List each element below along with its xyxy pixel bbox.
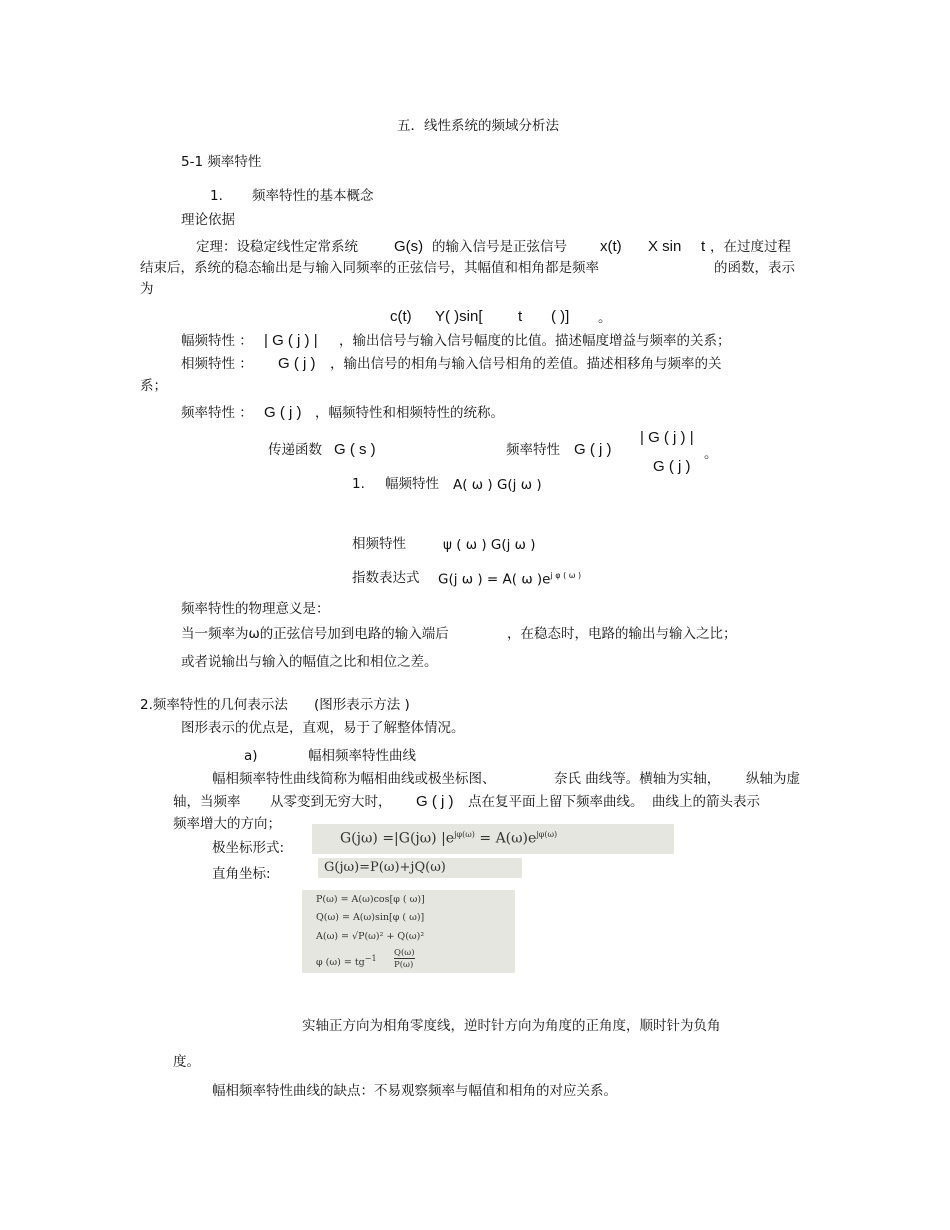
eq-t: t	[518, 308, 523, 325]
nyquist-text: 奈氏 曲线等。横轴为实轴，	[554, 771, 721, 787]
theorem-text: 为	[140, 281, 154, 297]
basis-heading: 理论依据	[181, 212, 235, 228]
physical-meaning-line2: 或者说输出与输入的幅值之比和相位之差。	[181, 654, 438, 670]
list-amp-label: 幅频特性	[385, 476, 439, 492]
list-exp-expr: G(j ω ) = A( ω )$e^{j \varphi ( \omega )}$	[438, 571, 582, 588]
tf-label: 传递函数	[268, 442, 322, 458]
theorem-text: ，在过度过程	[710, 239, 791, 255]
physical-meaning-line1: 当一频率为ω的正弦信号加到电路的输入端后	[181, 626, 449, 642]
theorem-gs: G(s)	[394, 238, 424, 255]
item-a-title: 幅相频率特性曲线	[308, 748, 416, 764]
freq-desc: ，幅频特性和相频特性的统称。	[315, 405, 504, 421]
theorem-xt: x(t)	[600, 238, 622, 255]
freq-label: 频率特性 ：	[181, 405, 253, 421]
section-heading-5-1: 5-1 频率特性	[181, 154, 262, 170]
nyquist-text: 点在复平面上留下频率曲线。	[468, 794, 644, 810]
eq-phase: ( )]	[551, 308, 570, 325]
theorem-text: 定理：设稳定线性定常系统	[196, 239, 358, 255]
theorem-xsin: X sin	[648, 238, 682, 255]
geometry-heading: 2.频率特性的几何表示法	[140, 697, 288, 713]
tf-freq-expr: G ( j )	[574, 441, 612, 458]
phase-desc: ，输出信号的相角与输入信号相角的差值。描述相移角与频率的关	[330, 356, 722, 372]
theorem-t: t	[701, 238, 706, 255]
subsection-title: 频率特性的基本概念	[252, 188, 374, 204]
component-formulas-image: P(ω) = A(ω)cos[φ ( ω)] Q(ω) = A(ω)sin[φ ( ω)] A(ω) = √P(ω)² + Q(ω)² φ $(\omega) = tg^{-1}$ Q(ω) P(ω)	[302, 890, 515, 973]
nyquist-gj: G ( j )	[416, 793, 454, 810]
tf-end: 。	[704, 446, 718, 462]
freq-expr: G ( j )	[264, 404, 302, 421]
geometry-advantage: 图形表示的优点是，直观，易于了解整体情况。	[181, 720, 465, 736]
theorem-text: 结束后，系统的稳态输出是与输入同频率的正弦信号，其幅值和相角都是频率	[140, 260, 599, 276]
tf-gs: G ( s )	[334, 441, 376, 458]
list-amp-expr: A( ω ) G(j ω )	[453, 477, 542, 493]
list-exp-superscript: j φ ( ω )	[550, 571, 582, 580]
theorem-text: 的输入信号是正弦信号	[432, 239, 567, 255]
theorem-text: 的函数，表示	[714, 260, 795, 276]
real-axis-note-wrap: 度。	[173, 1054, 200, 1070]
page-title: 五．线性系统的频域分析法	[397, 118, 559, 134]
real-axis-note: 实轴正方向为相角零度线，逆时针方向为角度的正角度，顺时针为负角	[302, 1018, 721, 1034]
eq-ct: c(t)	[390, 308, 412, 325]
tf-freq-label: 频率特性	[506, 442, 560, 458]
nyquist-disadvantage: 幅相频率特性曲线的缺点：不易观察频率与幅值和相角的对应关系。	[212, 1083, 617, 1099]
polar-formula-image: G(jω) =|G(jω) $|e^{j\varphi(\omega)} = A(\omega)e^{j\varphi(\omega)}$	[312, 824, 674, 854]
nyquist-text: 曲线上的箭头表示	[652, 794, 760, 810]
amp-expr: | G ( j ) |	[264, 332, 318, 349]
nyquist-text: 纵轴为虚	[746, 771, 800, 787]
physical-meaning-line1b: ，在稳态时，电路的输出与输入之比；	[507, 626, 737, 642]
nyquist-text: 轴，当频率	[173, 794, 241, 810]
list-exp-label: 指数表达式	[352, 570, 420, 586]
nyquist-text: 频率增大的方向；	[173, 816, 281, 832]
nyquist-text: 从零变到无穷大时，	[270, 794, 392, 810]
amp-label: 幅频特性 ：	[181, 333, 253, 349]
eq-y: Y( )sin[	[435, 308, 483, 325]
phase-expr: G ( j )	[278, 355, 316, 372]
rect-form-label: 直角坐标:	[212, 866, 271, 882]
item-a-marker: a)	[244, 748, 258, 764]
geometry-heading-paren: (图形表示方法 )	[314, 697, 410, 713]
phase-label: 相频特性 ：	[181, 356, 253, 372]
list-phase-expr: ψ ( ω ) G(j ω )	[443, 537, 536, 553]
list-number: 1.	[352, 476, 365, 492]
eq-end: 。	[598, 310, 612, 326]
polar-form-label: 极坐标形式:	[212, 840, 285, 856]
rect-formula-image: G(jω)=P(ω)+jQ(ω)	[318, 858, 522, 878]
amp-desc: ，输出信号与输入信号幅度的比值。描述幅度增益与频率的关系；	[339, 333, 731, 349]
subsection-number: 1.	[210, 188, 223, 204]
tf-fraction-denominator: G ( j )	[653, 458, 691, 475]
nyquist-text: 幅相频率特性曲线简称为幅相曲线或极坐标图、	[212, 771, 496, 787]
list-phase-label: 相频特性	[352, 536, 406, 552]
physical-meaning-heading: 频率特性的物理意义是：	[181, 601, 330, 617]
phase-desc-wrap: 系；	[140, 378, 167, 394]
tf-fraction-numerator: | G ( j ) |	[640, 429, 694, 446]
